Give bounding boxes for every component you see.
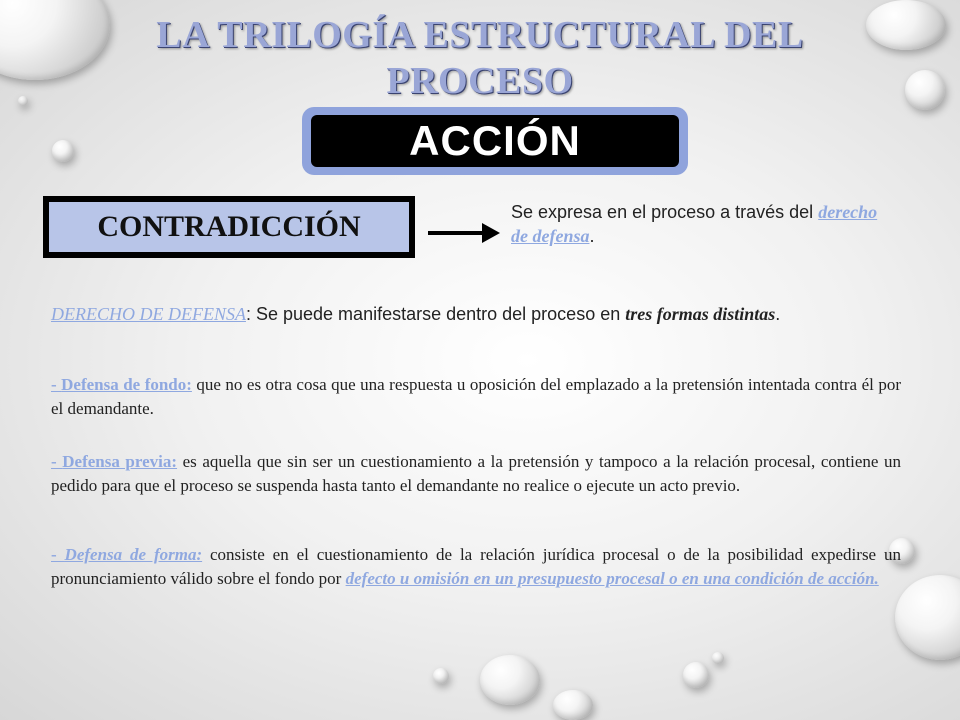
- water-drop-decoration: [905, 70, 945, 110]
- defensa-previa-text: es aquella que sin ser un cuestionamiento a la pretensión y tampoco a la relación procesal, contiene un pedido para que el proceso se suspenda hasta tanto el demandante no realice o ejecute un acto previo.: [51, 452, 901, 495]
- contradiccion-label: CONTRADICCIÓN: [49, 202, 409, 252]
- water-drop-decoration: [52, 140, 74, 162]
- water-drop-decoration: [712, 652, 724, 664]
- expresa-end: .: [589, 226, 595, 246]
- defecto-omision-link[interactable]: defecto u omisión en un presupuesto procesal o en una condición de acción: [345, 569, 875, 588]
- expresa-body: Se expresa en el proceso a través del: [511, 202, 814, 222]
- defensa-heading: [51, 300, 881, 328]
- defensa-fondo-text: que no es otra cosa que una respuesta u oposición del emplazado a la pretensión intentada contra él por el demandante.: [51, 375, 901, 418]
- list-dash: -: [51, 452, 63, 471]
- defensa-fondo-label[interactable]: Defensa de fondo:: [61, 375, 192, 394]
- defensa-colon: :: [245, 304, 251, 324]
- water-drop-decoration: [433, 668, 449, 684]
- slide-title: LA TRILOGÍA ESTRUCTURAL DEL PROCESO: [156, 14, 804, 102]
- defensa-fondo-paragraph: [51, 373, 901, 421]
- water-drop-decoration: [866, 0, 946, 50]
- water-drop-decoration: [0, 0, 110, 80]
- water-drop-decoration: [18, 96, 28, 106]
- water-drop-decoration: [683, 662, 709, 688]
- defensa-previa-paragraph: [51, 450, 901, 498]
- list-dash: -: [51, 545, 65, 564]
- list-dash: -: [51, 375, 62, 394]
- water-drop-decoration: [553, 690, 593, 720]
- defensa-forma-label[interactable]: Defensa de forma:: [64, 545, 203, 564]
- defensa-emphasis: tres formas distintas: [625, 304, 776, 324]
- derecho-defensa-link[interactable]: derecho de defensa: [511, 202, 878, 246]
- water-drop-decoration: [480, 655, 540, 705]
- accion-label: ACCIÓN: [311, 115, 679, 167]
- expresa-text: [511, 200, 891, 248]
- defensa-text: Se puede manifestarse dentro del proceso en: [250, 304, 626, 324]
- water-drop-decoration: [895, 575, 960, 660]
- defensa-end: .: [775, 304, 781, 324]
- defensa-previa-label[interactable]: Defensa previa:: [62, 452, 178, 471]
- defensa-forma-text: consiste en el cuestionamiento de la relación jurídica procesal o de la posibilidad expedirse un pronunciamiento válido sobre el fondo por: [51, 545, 901, 588]
- defensa-forma-end: .: [874, 569, 879, 588]
- defensa-forma-paragraph: [51, 543, 901, 591]
- derecho-defensa-label[interactable]: DERECHO DE DEFENSA: [51, 304, 246, 324]
- contradiccion-box: [43, 196, 415, 258]
- right-arrow-icon: [428, 220, 500, 246]
- accion-banner: [302, 107, 688, 175]
